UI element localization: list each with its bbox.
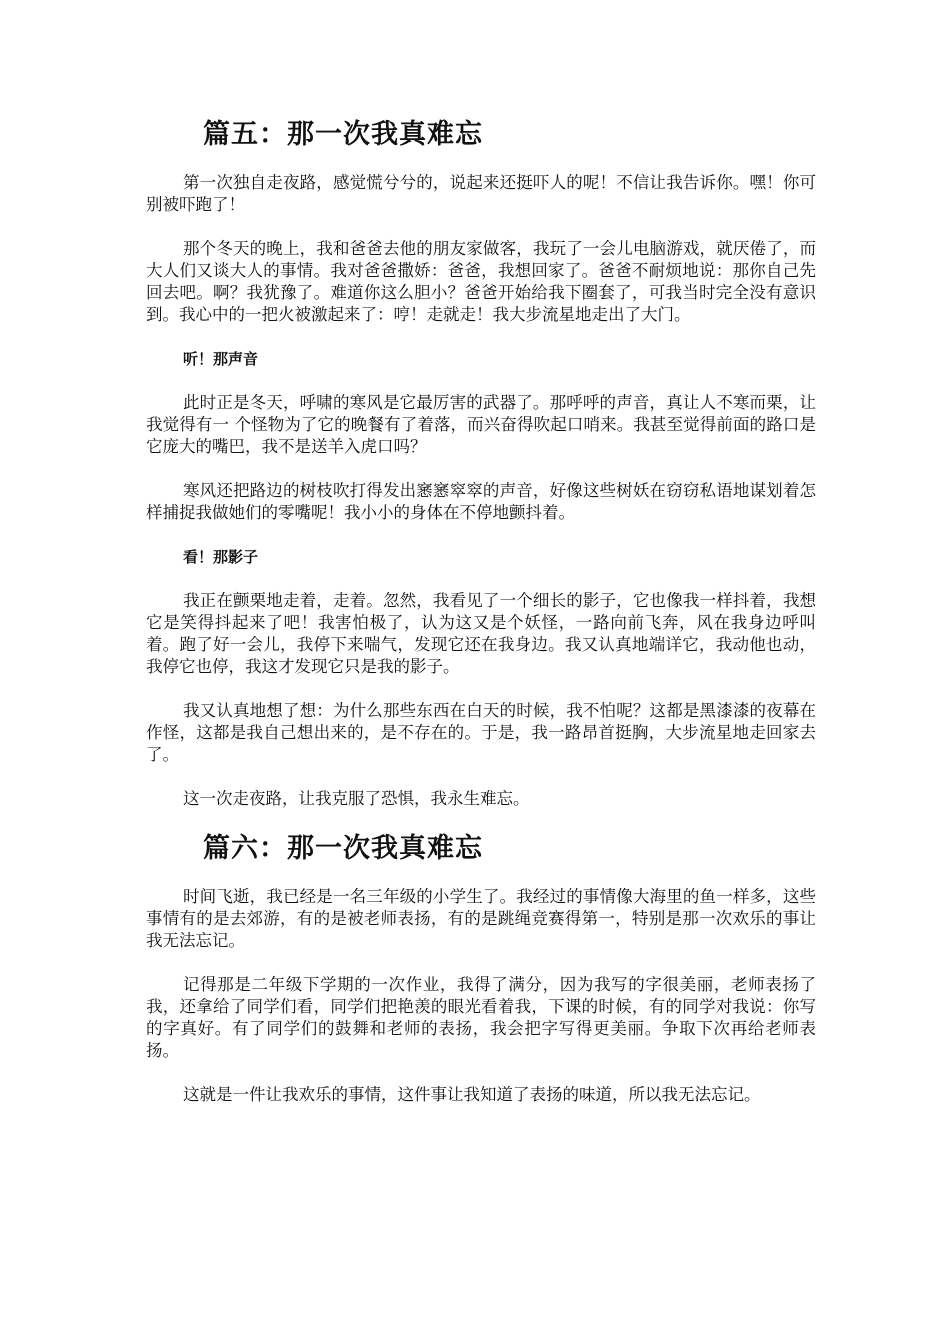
paragraph: 第一次独自走夜路，感觉慌兮兮的，说起来还挺吓人的呢！不信让我告诉你。嘿！你可别被吓跑了！: [146, 173, 816, 214]
paragraph: 寒风还把路边的树枝吹打得发出窸窸窣窣的声音，好像这些树妖在窃窃私语地谋划着怎样捕捉我做她们的零嘴呢！我小小的身体在不停地颤抖着。: [146, 481, 816, 522]
paragraph: 那个冬天的晚上，我和爸爸去他的朋友家做客，我玩了一会儿电脑游戏，就厌倦了，而大人们又谈大人的事情。我对爸爸撒娇：爸爸，我想回家了。爸爸不耐烦地说：那你自己先回去吧。啊？我犹豫了。难道你这么胆小？爸爸开始给我下圈套了，可我当时完全没有意识到。我心中的一把火被激起来了：哼！走就走！我大步流星地走出了大门。: [146, 239, 816, 324]
paragraph: 我又认真地想了想：为什么那些东西在白天的时候，我不怕呢？这都是黑漆漆的夜幕在作怪，这都是我自己想出来的，是不存在的。于是，我一路昂首挺胸，大步流星地走回家去了。: [146, 701, 816, 764]
paragraph: 这一次走夜路，让我克服了恐惧，我永生难忘。: [183, 789, 530, 808]
section-six: [146, 832, 816, 1106]
document-body: [146, 118, 816, 1128]
subheading: 听！那声音: [183, 350, 259, 368]
paragraph: 记得那是二年级下学期的一次作业，我得了满分，因为我写的字很美丽，老师表扬了我，还拿给了同学们看，同学们把艳羡的眼光看着我，下课的时候，有的同学对我说：你写的字真好。有了同学们的鼓舞和老师的表扬，我会把字写得更美丽。争取下次再给老师表扬。: [146, 975, 816, 1060]
paragraph: 我正在颤栗地走着，走着。忽然，我看见了一个细长的影子，它也像我一样抖着，我想它是笑得抖起来了吧！我害怕极了，认为这又是个妖怪，一路向前飞奔，风在我身边呼叫着。跑了好一会儿，我停下来喘气，发现它还在我身边。我又认真地端详它，我动他也动，我停它也停，我这才发现它只是我的影子。: [146, 591, 816, 676]
section-title: 篇五：那一次我真难忘: [203, 119, 483, 150]
section-title: 篇六：那一次我真难忘: [203, 833, 483, 864]
subheading: 看！那影子: [183, 548, 259, 566]
section-five: [146, 118, 816, 810]
paragraph: 这就是一件让我欢乐的事情，这件事让我知道了表扬的味道，所以我无法忘记。: [183, 1085, 761, 1104]
paragraph: 此时正是冬天，呼啸的寒风是它最厉害的武器了。那呼呼的声音，真让人不寒而栗，让我觉得有一 个怪物为了它的晚餐有了着落，而兴奋得吹起口哨来。我甚至觉得前面的路口是它庞大的嘴巴，我不是送羊入虎口吗？: [146, 393, 816, 456]
paragraph: 时间飞逝，我已经是一名三年级的小学生了。我经过的事情像大海里的鱼一样多，这些事情有的是去郊游，有的是被老师表扬，有的是跳绳竞赛得第一，特别是那一次欢乐的事让我无法忘记。: [146, 887, 816, 950]
